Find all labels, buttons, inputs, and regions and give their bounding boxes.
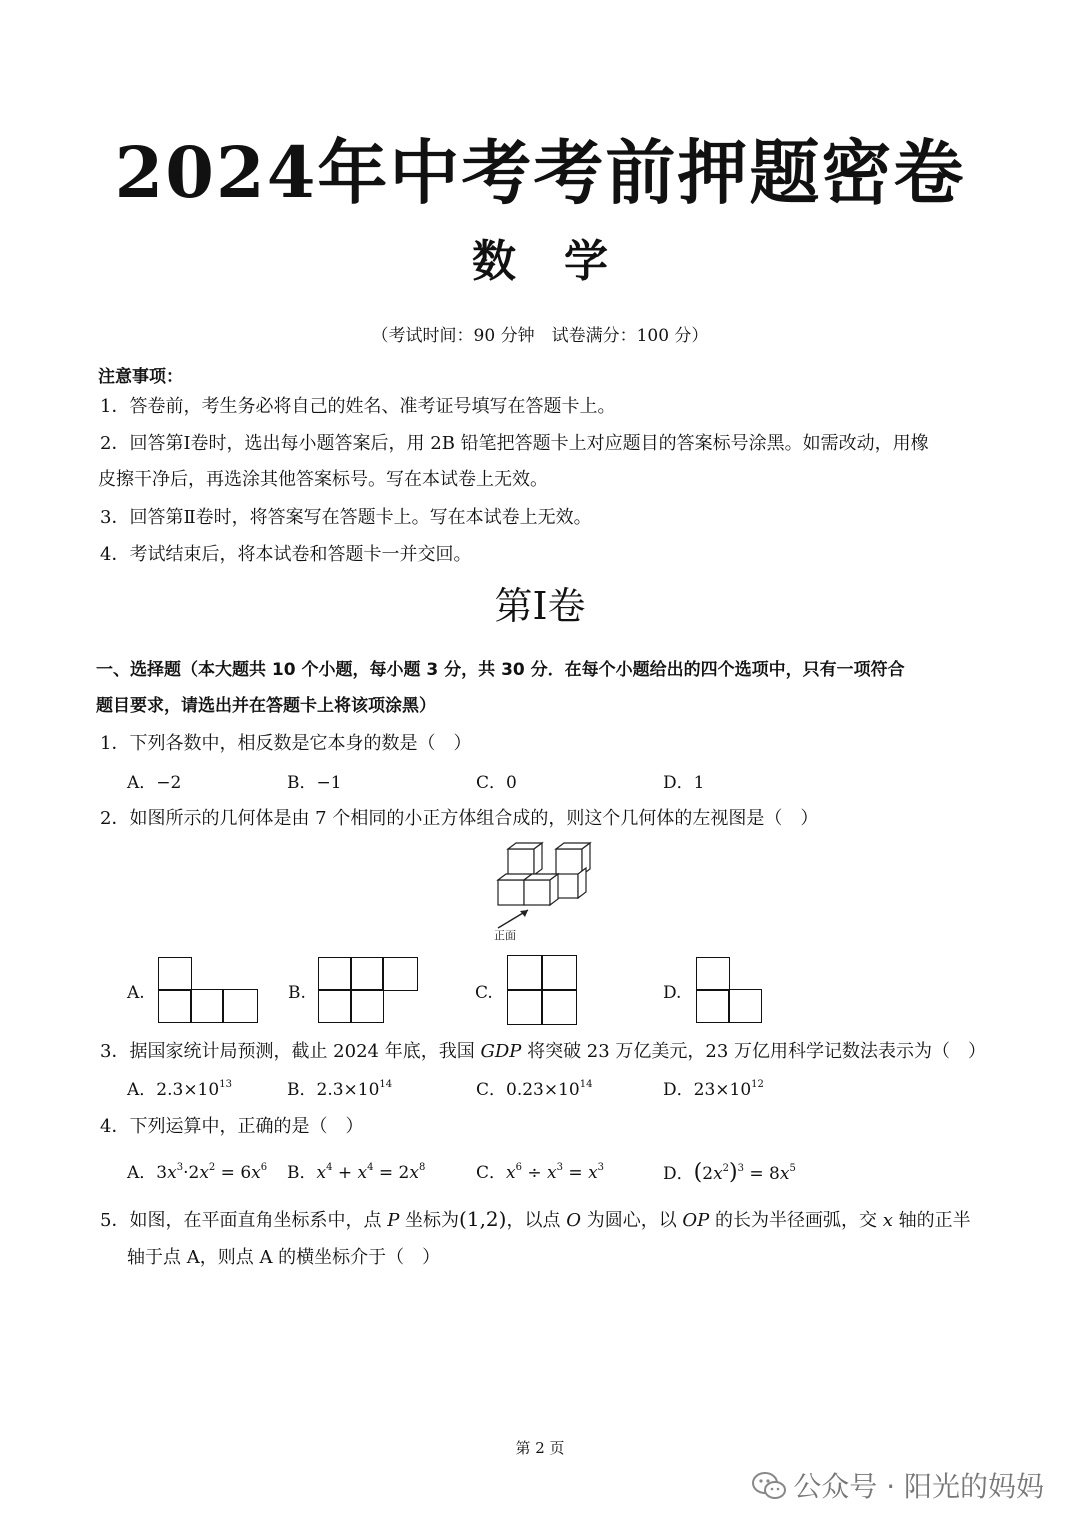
section-heading: 题目要求，请选出并在答题卡上将该项涂黑） — [96, 696, 436, 716]
subject-title: 数学 — [472, 236, 656, 287]
wechat-icon — [751, 1471, 787, 1501]
option-exponent: 14 — [579, 1079, 593, 1090]
q5-text: 为圆心，以 — [580, 1210, 683, 1231]
q5-segment-op: OP — [682, 1210, 710, 1231]
notice-item: 4．考试结束后，将本试卷和答题卡一并交回。 — [100, 544, 472, 565]
q4-option-b: B．$x^4 + x^4 = 2x^8$ — [287, 1162, 426, 1183]
q1-option-d: D．1 — [663, 773, 705, 793]
notice-item: 1．答卷前，考生务必将自己的姓名、准考证号填写在答题卡上。 — [100, 396, 616, 417]
view-square — [350, 957, 384, 991]
watermark — [751, 1465, 1044, 1505]
option-letter: D． — [663, 1080, 694, 1100]
view-square — [728, 989, 762, 1023]
option-letter: C． — [476, 1163, 507, 1183]
option-letter: A． — [127, 1080, 157, 1100]
view-square — [158, 989, 192, 1023]
q2-option-d-label: D. — [663, 983, 682, 1003]
q1-option-b: B．−1 — [287, 773, 342, 793]
q5-axis-x: x — [882, 1210, 893, 1231]
view-square — [190, 989, 224, 1023]
view-square — [541, 955, 577, 991]
q3-option-b — [287, 1077, 392, 1103]
q2-option-a-label: A. — [127, 983, 145, 1003]
question-5-stem-line2: 轴于点 A，则点 A 的横坐标介于（ ） — [127, 1247, 441, 1268]
q3-stem-text: 3．据国家统计局预测，截止 2024 年底，我国 — [100, 1041, 481, 1062]
option-base: 23×10 — [693, 1080, 752, 1100]
option-exponent: 13 — [219, 1079, 232, 1090]
section-heading: 一、选择题（本大题共 10 个小题，每小题 3 分，共 30 分．在每个小题给出的四个选项中，只有一项符合 — [96, 660, 905, 680]
part-title: 第Ⅰ卷 — [494, 584, 586, 628]
option-letter: B． — [287, 1080, 317, 1100]
view-square — [158, 957, 192, 991]
view-square — [696, 957, 730, 991]
view-square — [507, 955, 543, 991]
view-square — [507, 989, 543, 1025]
q5-text: ，以点 — [506, 1210, 567, 1231]
view-square — [350, 989, 384, 1023]
view-square — [541, 989, 577, 1025]
option-base: 2.3×10 — [316, 1080, 380, 1100]
question-1-stem: 1．下列各数中，相反数是它本身的数是（ ） — [100, 733, 472, 754]
q1-option-c: C．0 — [476, 773, 517, 793]
option-letter: C． — [476, 1080, 507, 1100]
q5-text: 的长为半径画弧，交 — [709, 1210, 883, 1231]
q2-option-c-label: C. — [475, 983, 493, 1003]
question-2-stem: 2．如图所示的几何体是由 7 个相同的小正方体组合成的，则这个几何体的左视图是（ ） — [100, 808, 819, 829]
q3-option-c — [476, 1077, 592, 1103]
option-letter: D． — [663, 1164, 694, 1184]
notice-item: 皮擦干净后，再选涂其他答案标号。写在本试卷上无效。 — [98, 469, 548, 490]
view-square — [696, 989, 730, 1023]
option-exponent: 12 — [751, 1079, 764, 1090]
q2-option-b-label: B. — [288, 983, 306, 1003]
question-5-stem — [100, 1205, 971, 1235]
q4-option-c: C．$x^6 \div x^3 = x^3$ — [476, 1162, 605, 1183]
q5-point-p: P — [387, 1210, 400, 1231]
option-letter: A． — [127, 1163, 157, 1183]
question-4-stem: 4．下列运算中，正确的是（ ） — [100, 1116, 364, 1137]
view-square — [222, 989, 258, 1023]
q2-option-a-figure[interactable] — [158, 957, 262, 1025]
q1-option-a: A．−2 — [127, 773, 182, 793]
q2-option-d-figure[interactable] — [696, 957, 766, 1025]
q5-text: 坐标为 — [399, 1210, 460, 1231]
option-base: 0.23×10 — [506, 1080, 580, 1100]
option-base: 2.3×10 — [156, 1080, 220, 1100]
q2-option-b-figure[interactable] — [318, 957, 422, 1025]
exam-info: （考试时间：90 分钟 试卷满分：100 分） — [371, 326, 709, 346]
notice-item: 2．回答第Ⅰ卷时，选出每小题答案后，用 2B 铅笔把答题卡上对应题目的答案标号涂黑。如需改动，用橡 — [100, 433, 929, 454]
view-square — [318, 957, 352, 991]
notice-item: 3．回答第Ⅱ卷时，将答案写在答题卡上。写在本试卷上无效。 — [100, 507, 592, 528]
q5-text: 轴的正半 — [892, 1210, 971, 1231]
option-letter: B． — [287, 1163, 317, 1183]
view-square — [318, 989, 352, 1023]
q5-coordinate: (1,2) — [459, 1207, 507, 1231]
q3-option-a — [127, 1077, 232, 1103]
question-3-stem — [100, 1038, 986, 1066]
notice-heading: 注意事项： — [98, 367, 183, 387]
q5-text: 5．如图，在平面直角坐标系中，点 — [100, 1210, 388, 1231]
q5-point-o: O — [566, 1210, 581, 1231]
front-view-label: 正面 — [494, 929, 516, 942]
view-square — [382, 957, 418, 991]
q3-option-d — [663, 1077, 764, 1103]
q2-option-c-figure[interactable] — [507, 955, 579, 1025]
q4-option-d: D．$(2x^2)^3 = 8x^5$ — [663, 1160, 796, 1185]
q4-option-a: A．$3x^3\cdot 2x^2 = 6x^6$ — [127, 1162, 268, 1183]
q3-stem-gdp: GDP — [480, 1041, 522, 1062]
option-exponent: 14 — [379, 1079, 393, 1090]
q3-stem-text: 将突破 23 万亿美元，23 万亿用科学记数法表示为（ ） — [521, 1041, 987, 1062]
page-number: 第 2 页 — [515, 1439, 565, 1457]
watermark-text: 公众号 · 阳光的妈妈 — [793, 1470, 1044, 1503]
exam-title: 2024年中考考前押题密卷 — [114, 131, 966, 214]
